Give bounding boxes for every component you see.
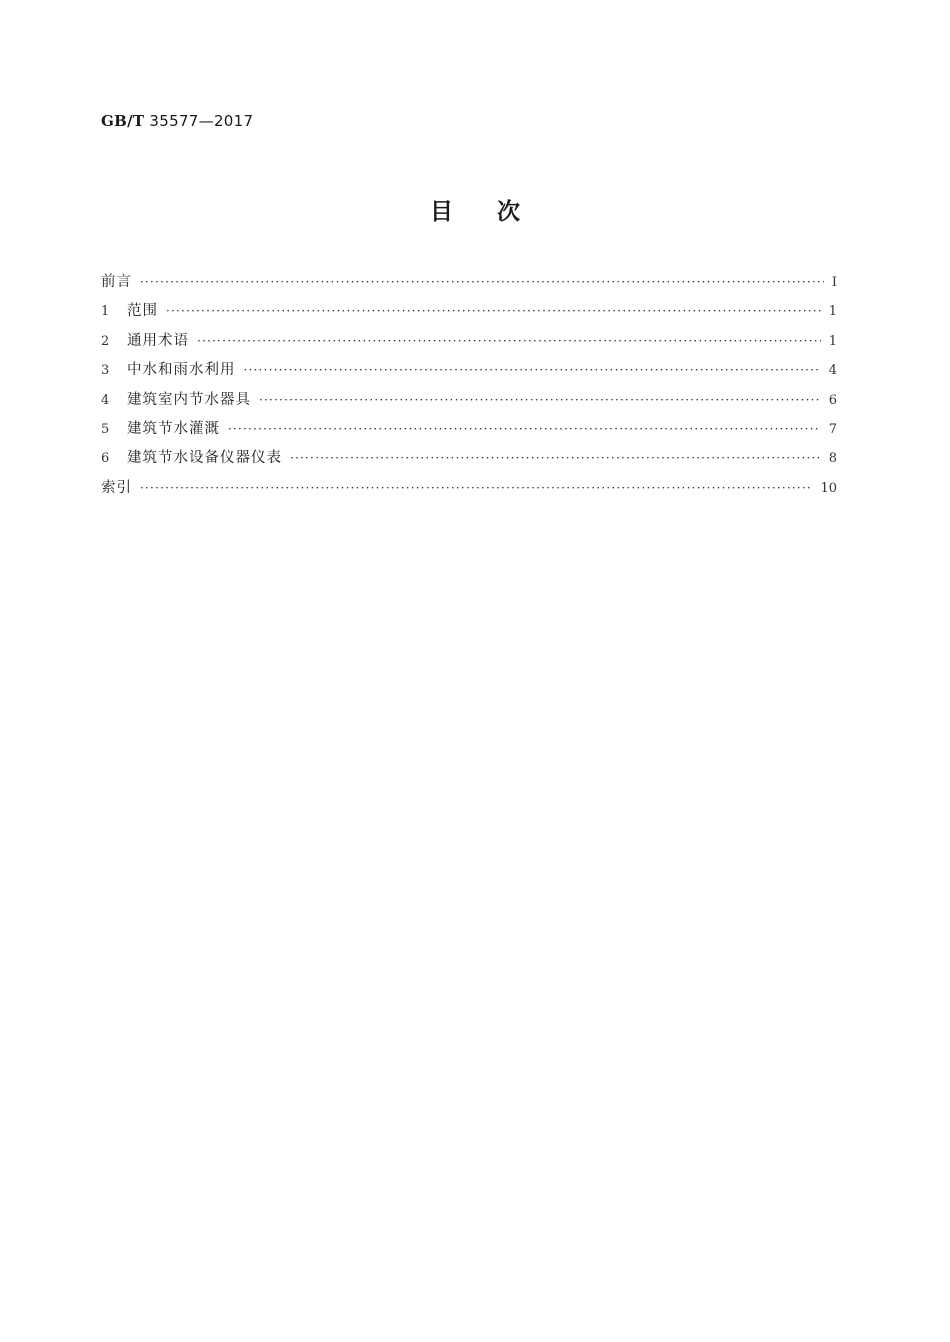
toc-entry-page: 4: [828, 363, 837, 379]
toc-entry-label: 通用术语: [127, 332, 189, 349]
toc-entry-number: 5: [101, 421, 110, 437]
toc-entry-number: 4: [101, 392, 110, 408]
toc-leader-dots: [140, 481, 812, 495]
toc-entry-4[interactable]: [101, 388, 837, 417]
page-title: 目次: [430, 199, 564, 225]
toc-entry-3[interactable]: [101, 358, 837, 387]
toc-leader-dots: [259, 393, 821, 407]
toc-entry-label: 建筑节水设备仪器仪表: [127, 450, 282, 467]
toc-entry-index[interactable]: [101, 476, 837, 505]
toc-entry-page: 1: [828, 333, 837, 349]
standard-code-prefix: GB/T: [101, 112, 145, 130]
toc-entry-5[interactable]: [101, 417, 837, 446]
standard-code-number: 35577—2017: [149, 112, 254, 130]
toc-entry-label: 范围: [127, 303, 158, 320]
toc-leader-dots: [228, 422, 821, 436]
toc-entry-page: 8: [828, 451, 837, 467]
toc-leader-dots: [197, 334, 821, 348]
toc-entry-label: 索引: [101, 479, 132, 496]
toc-entry-page: Ⅰ: [831, 275, 837, 290]
toc-entry-label: 前言: [101, 274, 132, 290]
toc-entry-label: 中水和雨水利用: [127, 362, 236, 379]
toc-leader-dots: [244, 363, 821, 377]
toc-entry-1[interactable]: [101, 299, 837, 328]
toc-entry-label: 建筑节水灌溉: [127, 420, 220, 437]
toc-leader-dots: [290, 451, 821, 465]
toc-entry-2[interactable]: [101, 329, 837, 358]
toc-leader-dots: [140, 275, 824, 289]
toc-entry-page: 7: [828, 421, 837, 437]
toc-entry-page: 1: [828, 304, 837, 320]
toc-entry-page: 6: [828, 392, 837, 408]
toc-entry-6[interactable]: [101, 446, 837, 475]
toc-entry-preface[interactable]: [101, 270, 837, 299]
standard-code: [101, 112, 253, 130]
toc-entry-number: 6: [101, 451, 110, 467]
toc-entry-number: 2: [101, 333, 110, 349]
toc-leader-dots: [166, 304, 821, 318]
toc-entry-number: 3: [101, 363, 110, 379]
toc-entry-label: 建筑室内节水器具: [127, 391, 251, 408]
table-of-contents: [101, 270, 837, 505]
toc-entry-page: 10: [820, 480, 837, 496]
toc-entry-number: 1: [101, 304, 110, 320]
